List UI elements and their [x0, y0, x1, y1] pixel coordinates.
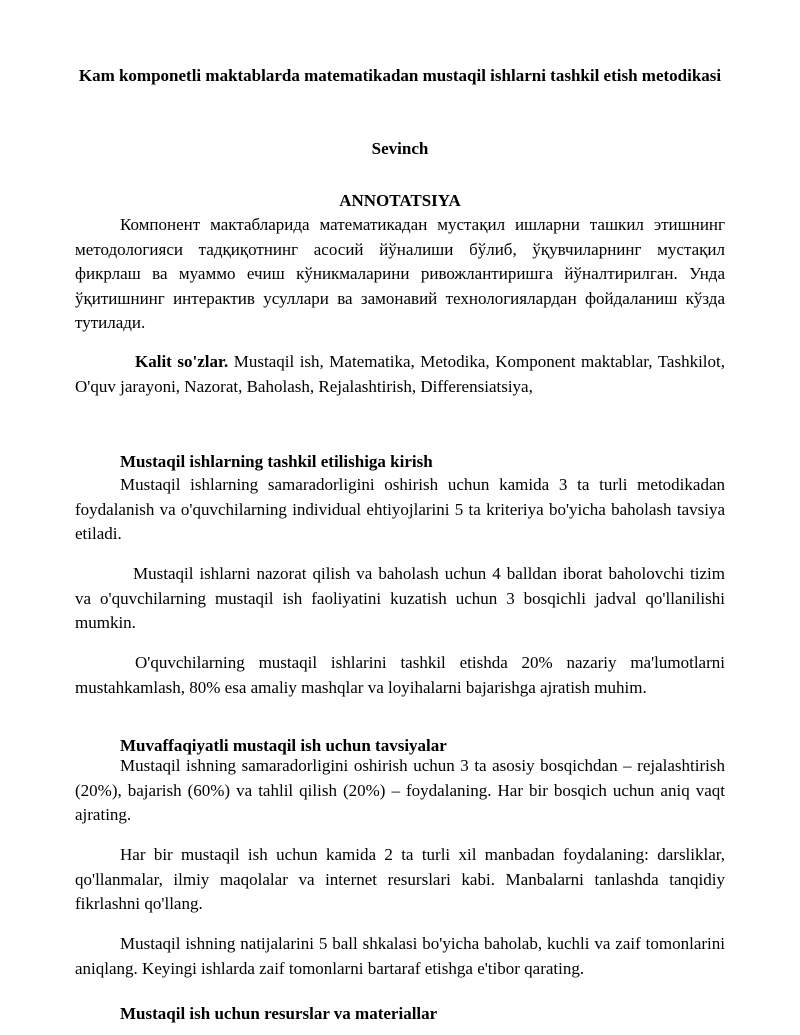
- section-heading-intro: Mustaqil ishlarning tashkil etilishiga kirish: [120, 452, 433, 471]
- paragraph: Mustaqil ishlarning samaradorligini oshirish uchun kamida 3 ta turli metodikadan foydalanish va o'quvchilarning individual ehtiyojlarini 5 ta kriteriya bo'yicha baholash tavsiya etiladi.: [75, 475, 725, 543]
- keywords-paragraph: [75, 350, 725, 399]
- author-name: Sevinch: [371, 139, 429, 158]
- document-title: Kam komponetli maktablarda matematikadan mustaqil ishlarni tashkil etish metodikasi: [78, 66, 722, 85]
- keywords-text: Mustaqil ish, Matematika, Metodika, Komponent maktablar, Tashkilot, O'quv jarayoni, Nazorat, Baholash, Rejalashtirish, Differensiatsiya,: [75, 352, 726, 396]
- paragraph: Mustaqil ishning natijalarini 5 ball shkalasi bo'yicha baholab, kuchli va zaif tomonlarini aniqlang. Keyingi ishlarda zaif tomonlarni bartaraf etishga e'tibor qarating.: [75, 934, 725, 978]
- paragraph: O'quvchilarning mustaqil ishlarini tashkil etishda 20% nazariy ma'lumotlarni mustahkamlash, 80% esa amaliy mashqlar va loyihalarni bajarishga ajratish muhim.: [75, 653, 725, 697]
- paragraph: Mustaqil ishlarni nazorat qilish va baholash uchun 4 balldan iborat baholovchi tizim va o'quvchilarning mustaqil ish faoliyatini kuzatish uchun 3 bosqichli jadval qo'llanilishi mumkin.: [75, 564, 725, 632]
- annotation-text: Компонент мактабларида математикадан мустақил ишларни ташкил этишнинг методологияси тадқиқотнинг асосий йўналиши бўлиб, ўқувчиларнинг мустақил фикрлаш ва муаммо ечиш кўникмаларини ривожлантиришга йўналтирилган. Унда ўқитишнинг интерактив усуллари ва замонавий технологиялардан фойдаланиш кўзда тутилади.: [75, 215, 725, 332]
- section-heading-resources: Mustaqil ish uchun resurslar va materiallar: [120, 1004, 438, 1023]
- paragraph: Har bir mustaqil ish uchun kamida 2 ta turli xil manbadan foydalaning: darsliklar, qo'llanmalar, ilmiy maqolalar va internet resurslari kabi. Manbalarni tanlashda tanqidiy fikrlashni qo'llang.: [75, 845, 725, 913]
- annotation-heading: ANNOTATSIYA: [339, 191, 461, 210]
- keywords-label: Kalit so'zlar.: [135, 352, 229, 371]
- section-heading-recommendations: Muvaffaqiyatli mustaqil ish uchun tavsiyalar: [120, 736, 447, 755]
- paragraph: Mustaqil ishning samaradorligini oshirish uchun 3 ta asosiy bosqichdan – rejalashtirish (20%), bajarish (60%) va tahlil qilish (20%) – foydalaning. Har bir bosqich uchun aniq vaqt ajrating.: [75, 756, 725, 824]
